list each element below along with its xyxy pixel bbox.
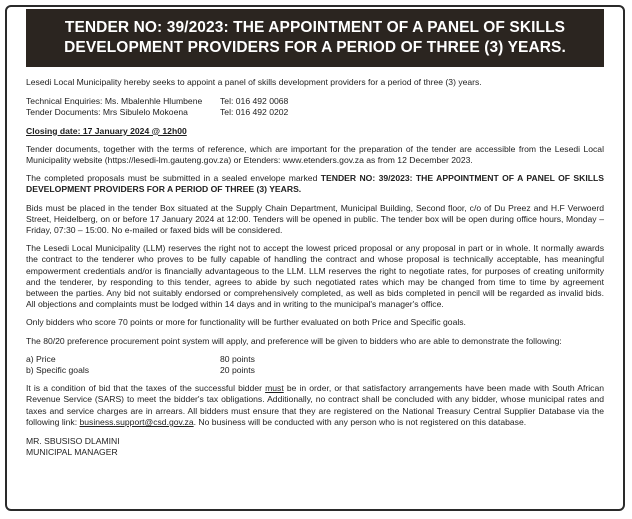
tender-title-banner	[26, 9, 604, 67]
csd-email-link[interactable]: business.support@csd.gov.za	[79, 416, 194, 427]
tax-text: . No business will be conducted with any person who is not registered on this database.	[193, 416, 527, 427]
functionality-paragraph: Only bidders who score 70 points or more for functionality will be further evaluated on both Price and Specific goals.	[26, 317, 466, 328]
tender-box-paragraph: Bids must be placed in the tender Box situated at the Supply Chain Department, Municipal Building, Second floor, c/o of Du Preez and H.F Verwoerd Street, Heidelberg, on or before 17 January 2024 at 12:00. Tenders will be opened in public. The tender box will be open during office hours, Monday – Friday, 07:30 – 15:00. No e-mailed or faxed bids will be considered.	[26, 202, 604, 236]
contact-label: Tender Documents: Mrs Sibulelo Mokoena	[26, 107, 188, 118]
contact-row	[26, 96, 604, 107]
tender-title-line1: TENDER NO: 39/2023: THE APPOINTMENT OF A PANEL OF SKILLS	[64, 19, 566, 36]
envelope-text: The completed proposals must be submitted in a sealed envelope marked	[26, 173, 321, 184]
points-row	[26, 354, 604, 365]
tax-must: must	[265, 383, 284, 394]
points-value: 20 points	[220, 365, 255, 376]
contact-tel: Tel: 016 492 0202	[220, 107, 289, 118]
tender-title-line2: DEVELOPMENT PROVIDERS FOR A PERIOD OF THREE (3) YEARS.	[64, 39, 566, 56]
closing-date	[26, 126, 604, 137]
signatory-title: MUNICIPAL MANAGER	[26, 447, 118, 458]
envelope-paragraph	[26, 173, 604, 195]
closing-date-text: Closing date: 17 January 2024 @ 12h00	[26, 125, 187, 136]
intro-paragraph: Lesedi Local Municipality hereby seeks to appoint a panel of skills development providers for a period of three (3) years.	[26, 77, 482, 87]
contact-row	[26, 107, 604, 118]
documents-paragraph: Tender documents, together with the terms of reference, which are important for the preparation of the tender are accessible from the Lesedi Local Municipality website (https://lesedi-lm.gauteng.gov.za) or Etenders: www.etenders.gov.za as from 12 December 2023.	[26, 143, 604, 166]
contacts-block	[26, 96, 604, 118]
notice-body	[26, 77, 604, 458]
signature-block	[26, 436, 604, 458]
tax-text: be in order, or that satisfactory arrangements have been made with South African Revenue Service (SARS) to meet the bidder's tax obligations. Additionally, no contract shall be concluded with any bidder, whose municipal rates and taxes and service charges are in arrears. All bidders must ensure that they are registered on the National Treasury Central Supplier Database via the following link:	[26, 383, 605, 427]
points-row	[26, 365, 604, 376]
tax-paragraph	[26, 383, 604, 428]
preference-paragraph: The 80/20 preference procurement point system will apply, and preference will be given to bidders who are able to demonstrate the following:	[26, 335, 562, 346]
envelope-marking: TENDER NO: 39/2023: THE APPOINTMENT OF A PANEL OF SKILLS DEVELOPMENT PROVIDERS FOR A PERIOD OF THREE (3) YEARS.	[26, 173, 604, 195]
signatory-name: MR. SBUSISO DLAMINI	[26, 436, 120, 447]
points-label: a) Price	[26, 353, 56, 364]
rights-paragraph: The Lesedi Local Municipality (LLM) reserves the right not to accept the lowest priced proposal or any proposal in part or in whole. It normally awards the contract to the tenderer who proves to be fully capable of handling the contract and whose proposal is technically acceptable, has meaningful empowerment credentials and/or is financially advantageous to the LLM. LLM reserves the right to negotiate rates, for purposes of creating uniformity and the tenderer, by responding to this tender, agrees to abide by such negotiated rates which may be changed from time to time by agreement between the parties. Any bid not suitably endorsed or comprehensively completed, as well as bids completed in pencil will be regarded as invalid bids. All objections and complaints must be lodged within 14 days and in writing to the municipal's manager's office.	[26, 243, 604, 310]
contact-tel: Tel: 016 492 0068	[220, 96, 289, 107]
points-table	[26, 354, 604, 376]
points-value: 80 points	[220, 353, 255, 364]
points-label: b) Specific goals	[26, 365, 90, 376]
tax-text: It is a condition of bid that the taxes of the successful bidder	[26, 383, 266, 394]
contact-label: Technical Enquiries: Ms. Mbalenhle Hlumbene	[26, 96, 203, 107]
